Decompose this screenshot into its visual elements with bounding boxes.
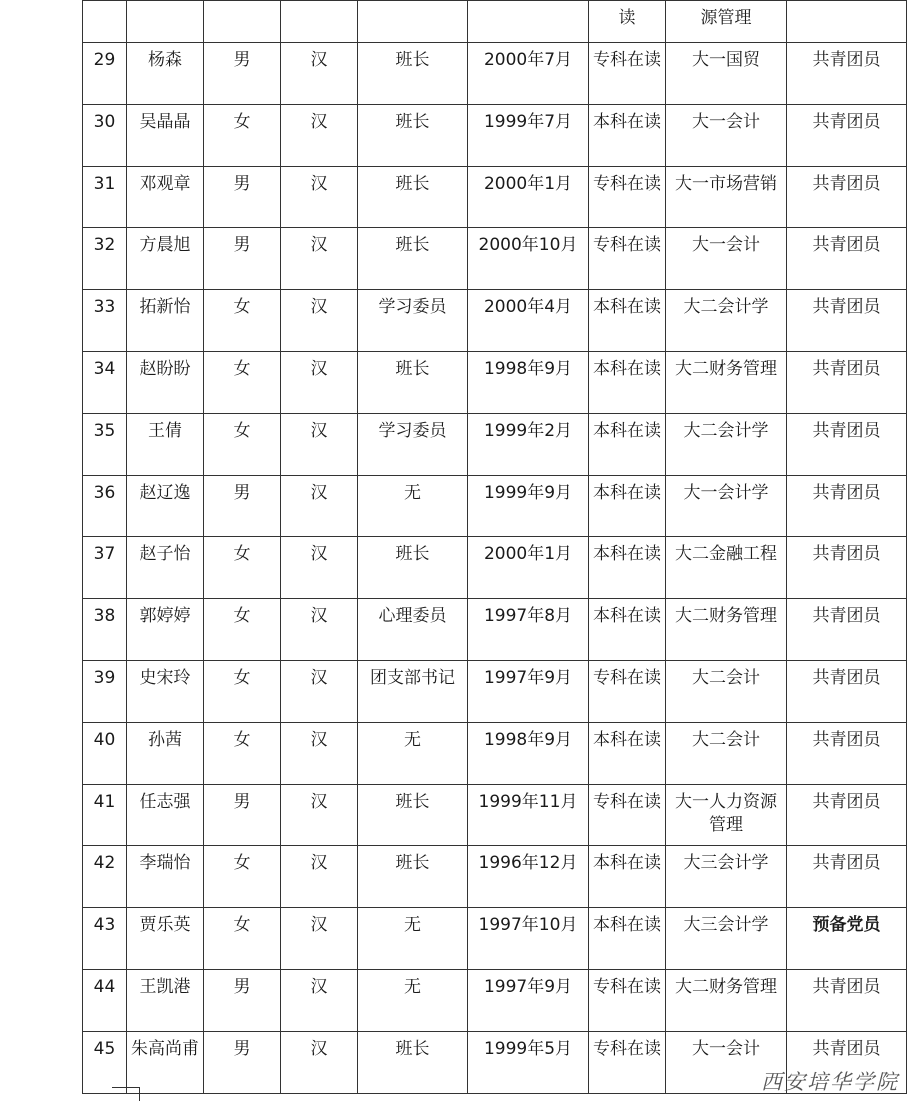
cell-name — [127, 1, 204, 43]
cell-position: 无 — [358, 722, 468, 784]
cell-position: 团支部书记 — [358, 660, 468, 722]
cell-name: 方晨旭 — [127, 228, 204, 290]
cell-gender: 女 — [204, 351, 281, 413]
cell-position: 班长 — [358, 228, 468, 290]
table-row — [83, 290, 907, 352]
cell-political-status: 共青团员 — [787, 846, 907, 908]
cell-education: 本科在读 — [589, 599, 666, 661]
cell-position: 无 — [358, 475, 468, 537]
cell-position: 班长 — [358, 351, 468, 413]
cell-education: 本科在读 — [589, 537, 666, 599]
cell-number: 41 — [83, 784, 127, 846]
cell-birth: 1999年2月 — [468, 413, 589, 475]
cell-education: 本科在读 — [589, 290, 666, 352]
cell-political-status: 共青团员 — [787, 290, 907, 352]
cell-name: 邓观章 — [127, 166, 204, 228]
cell-position: 无 — [358, 969, 468, 1031]
cell-position: 学习委员 — [358, 413, 468, 475]
cell-name: 王倩 — [127, 413, 204, 475]
cell-position: 班长 — [358, 43, 468, 105]
table-row — [83, 413, 907, 475]
cell-number: 44 — [83, 969, 127, 1031]
cell-number: 39 — [83, 660, 127, 722]
cell-number: 37 — [83, 537, 127, 599]
table-bottom-stub-line — [139, 1087, 140, 1101]
cell-number: 43 — [83, 908, 127, 970]
cell-position: 班长 — [358, 166, 468, 228]
table-row — [83, 537, 907, 599]
cell-name: 李瑞怡 — [127, 846, 204, 908]
cell-education: 专科在读 — [589, 43, 666, 105]
cell-birth: 1996年12月 — [468, 846, 589, 908]
cell-ethnicity: 汉 — [281, 104, 358, 166]
cell-ethnicity: 汉 — [281, 475, 358, 537]
cell-education: 本科在读 — [589, 475, 666, 537]
cell-gender: 男 — [204, 228, 281, 290]
cell-birth: 1999年9月 — [468, 475, 589, 537]
cell-number: 42 — [83, 846, 127, 908]
cell-name: 吴晶晶 — [127, 104, 204, 166]
cell-major: 大二财务管理 — [666, 351, 787, 413]
cell-education: 专科在读 — [589, 660, 666, 722]
table-row — [83, 166, 907, 228]
cell-education: 专科在读 — [589, 228, 666, 290]
cell-political-status: 共青团员 — [787, 166, 907, 228]
cell-major: 大二财务管理 — [666, 599, 787, 661]
table-row — [83, 969, 907, 1031]
table-row — [83, 43, 907, 105]
cell-education: 本科在读 — [589, 722, 666, 784]
cell-major: 大二会计 — [666, 722, 787, 784]
cell-major: 大一会计 — [666, 104, 787, 166]
cell-gender: 女 — [204, 537, 281, 599]
student-roster-table — [82, 0, 907, 1094]
cell-gender: 男 — [204, 1031, 281, 1093]
cell-gender: 男 — [204, 166, 281, 228]
cell-birth: 1997年9月 — [468, 969, 589, 1031]
cell-number: 33 — [83, 290, 127, 352]
cell-major: 大一会计 — [666, 1031, 787, 1093]
cell-ethnicity: 汉 — [281, 228, 358, 290]
cell-gender: 女 — [204, 104, 281, 166]
cell-number: 35 — [83, 413, 127, 475]
cell-birth: 2000年7月 — [468, 43, 589, 105]
cell-political-status: 共青团员 — [787, 43, 907, 105]
table-row — [83, 599, 907, 661]
cell-political-status: 共青团员 — [787, 784, 907, 846]
cell-gender: 男 — [204, 43, 281, 105]
cell-name: 杨森 — [127, 43, 204, 105]
cell-major: 大一会计学 — [666, 475, 787, 537]
table-row — [83, 846, 907, 908]
table-bottom-stub — [112, 1087, 140, 1102]
cell-education: 专科在读 — [589, 784, 666, 846]
cell-position: 心理委员 — [358, 599, 468, 661]
cell-position: 无 — [358, 908, 468, 970]
table-row — [83, 784, 907, 846]
cell-major: 大二会计学 — [666, 290, 787, 352]
cell-education: 读 — [589, 1, 666, 43]
cell-birth: 2000年10月 — [468, 228, 589, 290]
cell-name: 王凯港 — [127, 969, 204, 1031]
cell-education: 专科在读 — [589, 166, 666, 228]
cell-name: 朱高尚甫 — [127, 1031, 204, 1093]
cell-major: 大一市场营销 — [666, 166, 787, 228]
cell-position: 班长 — [358, 784, 468, 846]
cell-position: 学习委员 — [358, 290, 468, 352]
cell-birth: 2000年4月 — [468, 290, 589, 352]
cell-education: 专科在读 — [589, 969, 666, 1031]
cell-gender: 男 — [204, 475, 281, 537]
cell-number: 38 — [83, 599, 127, 661]
cell-birth — [468, 1, 589, 43]
cell-major: 源管理 — [666, 1, 787, 43]
table-row — [83, 660, 907, 722]
table-row — [83, 908, 907, 970]
cell-name: 赵盼盼 — [127, 351, 204, 413]
cell-political-status: 共青团员 — [787, 104, 907, 166]
table-row-fragment — [83, 1, 907, 43]
cell-ethnicity: 汉 — [281, 537, 358, 599]
cell-ethnicity: 汉 — [281, 351, 358, 413]
cell-political-status — [787, 1, 907, 43]
cell-birth: 1998年9月 — [468, 722, 589, 784]
cell-major: 大三会计学 — [666, 846, 787, 908]
cell-gender: 女 — [204, 722, 281, 784]
cell-number — [83, 1, 127, 43]
cell-major: 大二财务管理 — [666, 969, 787, 1031]
cell-major: 大一人力资源管理 — [666, 784, 787, 846]
cell-name: 任志强 — [127, 784, 204, 846]
cell-birth: 1999年7月 — [468, 104, 589, 166]
cell-gender — [204, 1, 281, 43]
cell-major: 大一国贸 — [666, 43, 787, 105]
cell-name: 赵子怡 — [127, 537, 204, 599]
cell-position — [358, 1, 468, 43]
cell-political-status: 共青团员 — [787, 1031, 907, 1093]
cell-name: 史宋玲 — [127, 660, 204, 722]
cell-birth: 2000年1月 — [468, 537, 589, 599]
cell-ethnicity: 汉 — [281, 166, 358, 228]
cell-education: 本科在读 — [589, 104, 666, 166]
table-row — [83, 351, 907, 413]
cell-birth: 2000年1月 — [468, 166, 589, 228]
cell-gender: 女 — [204, 413, 281, 475]
cell-birth: 1999年11月 — [468, 784, 589, 846]
cell-major: 大一会计 — [666, 228, 787, 290]
table-row — [83, 104, 907, 166]
cell-gender: 男 — [204, 969, 281, 1031]
cell-major: 大二金融工程 — [666, 537, 787, 599]
watermark-text: 西安培华学院 — [761, 1070, 899, 1094]
cell-number: 32 — [83, 228, 127, 290]
cell-political-status: 共青团员 — [787, 475, 907, 537]
cell-birth: 1998年9月 — [468, 351, 589, 413]
cell-number: 40 — [83, 722, 127, 784]
cell-gender: 男 — [204, 784, 281, 846]
cell-gender: 女 — [204, 846, 281, 908]
cell-ethnicity: 汉 — [281, 660, 358, 722]
table-row — [83, 722, 907, 784]
cell-position: 班长 — [358, 1031, 468, 1093]
cell-major: 大二会计学 — [666, 413, 787, 475]
cell-education: 本科在读 — [589, 413, 666, 475]
table-row — [83, 228, 907, 290]
cell-political-status: 共青团员 — [787, 722, 907, 784]
cell-political-status: 预备党员 — [787, 908, 907, 970]
cell-number: 29 — [83, 43, 127, 105]
cell-political-status: 共青团员 — [787, 599, 907, 661]
cell-position: 班长 — [358, 846, 468, 908]
cell-number: 45 — [83, 1031, 127, 1093]
cell-position: 班长 — [358, 104, 468, 166]
cell-education: 本科在读 — [589, 351, 666, 413]
cell-birth: 1999年5月 — [468, 1031, 589, 1093]
cell-ethnicity: 汉 — [281, 908, 358, 970]
cell-education: 专科在读 — [589, 1031, 666, 1093]
roster-body — [83, 1, 907, 1094]
cell-birth: 1997年8月 — [468, 599, 589, 661]
cell-ethnicity — [281, 1, 358, 43]
cell-ethnicity: 汉 — [281, 846, 358, 908]
cell-number: 31 — [83, 166, 127, 228]
cell-ethnicity: 汉 — [281, 969, 358, 1031]
cell-birth: 1997年10月 — [468, 908, 589, 970]
table-row — [83, 475, 907, 537]
cell-major: 大三会计学 — [666, 908, 787, 970]
cell-ethnicity: 汉 — [281, 784, 358, 846]
cell-name: 郭婷婷 — [127, 599, 204, 661]
cell-ethnicity: 汉 — [281, 599, 358, 661]
cell-name: 赵辽逸 — [127, 475, 204, 537]
cell-political-status: 共青团员 — [787, 537, 907, 599]
cell-name: 拓新怡 — [127, 290, 204, 352]
cell-political-status: 共青团员 — [787, 969, 907, 1031]
cell-political-status: 共青团员 — [787, 660, 907, 722]
cell-gender: 女 — [204, 660, 281, 722]
cell-ethnicity: 汉 — [281, 1031, 358, 1093]
cell-birth: 1997年9月 — [468, 660, 589, 722]
cell-position: 班长 — [358, 537, 468, 599]
cell-number: 30 — [83, 104, 127, 166]
cell-political-status: 共青团员 — [787, 351, 907, 413]
cell-name: 贾乐英 — [127, 908, 204, 970]
cell-name: 孙茜 — [127, 722, 204, 784]
cell-political-status: 共青团员 — [787, 413, 907, 475]
cell-ethnicity: 汉 — [281, 290, 358, 352]
cell-education: 本科在读 — [589, 908, 666, 970]
cell-education: 本科在读 — [589, 846, 666, 908]
cell-number: 36 — [83, 475, 127, 537]
cell-political-status: 共青团员 — [787, 228, 907, 290]
cell-number: 34 — [83, 351, 127, 413]
cell-ethnicity: 汉 — [281, 413, 358, 475]
cell-gender: 女 — [204, 908, 281, 970]
cell-ethnicity: 汉 — [281, 722, 358, 784]
cell-gender: 女 — [204, 290, 281, 352]
cell-gender: 女 — [204, 599, 281, 661]
cell-major: 大二会计 — [666, 660, 787, 722]
cell-ethnicity: 汉 — [281, 43, 358, 105]
